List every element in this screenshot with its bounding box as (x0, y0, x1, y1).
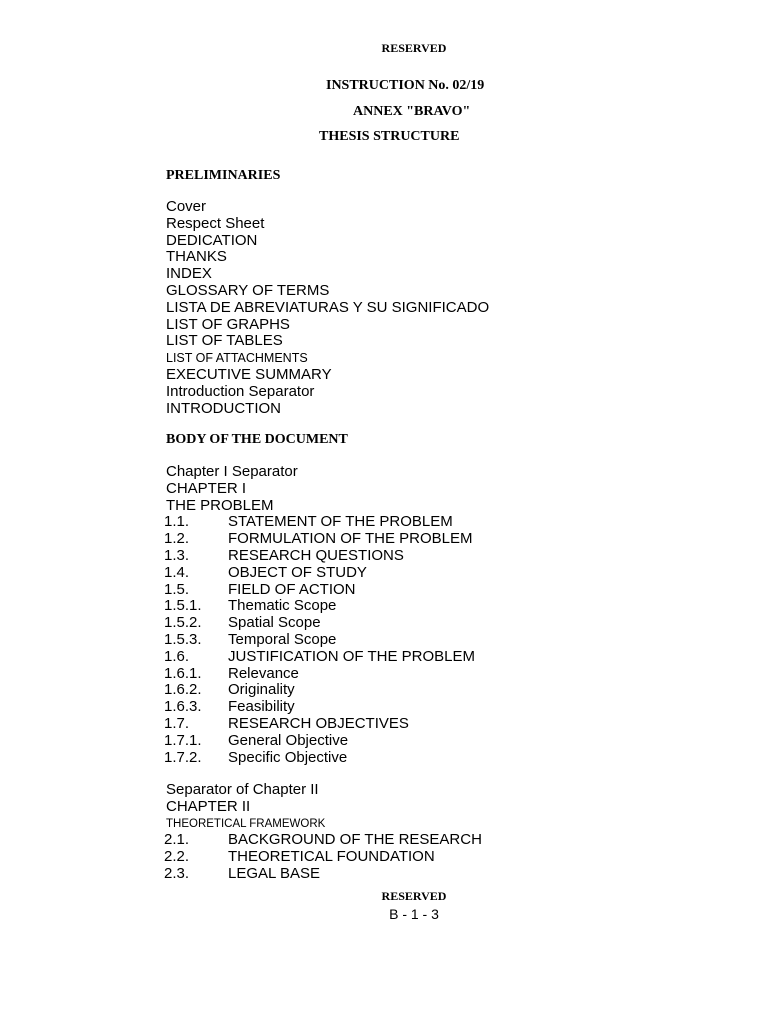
annex-title: ANNEX "BRAVO" (353, 104, 471, 119)
item-number: 1.5.3. (164, 630, 202, 648)
document-title: THESIS STRUCTURE (319, 129, 460, 144)
item-number: 2.3. (164, 864, 190, 882)
chapter-title: CHAPTER II (166, 797, 251, 815)
item-text: Originality (228, 681, 295, 699)
item-text: General Objective (228, 731, 349, 749)
list-item: Respect Sheet (166, 214, 265, 232)
item-number: 1.3. (164, 546, 190, 564)
header-classification: RESERVED (381, 41, 447, 55)
list-item (166, 699, 298, 716)
list-item (164, 714, 409, 733)
item-text: FIELD OF ACTION (228, 580, 356, 598)
preliminaries-heading: PRELIMINARIES (166, 168, 281, 183)
list-item: LIST OF GRAPHS (166, 315, 290, 333)
list-item (166, 666, 298, 683)
list-item: DEDICATION (166, 231, 258, 249)
list-item (166, 866, 325, 883)
chapter-2-list (164, 781, 482, 883)
chapter-separator: Separator of Chapter II (166, 781, 319, 798)
item-number: 1.2. (164, 530, 190, 548)
item-text: Feasibility (228, 698, 295, 716)
list-item: Cover (166, 198, 207, 215)
item-number: 2.2. (164, 848, 190, 866)
item-number: 1.6.1. (164, 664, 202, 682)
item-text: RESEARCH OBJECTIVES (228, 714, 409, 732)
list-item (164, 597, 337, 615)
list-item: THANKS (166, 248, 227, 266)
item-text: JUSTIFICATION OF THE PROBLEM (228, 647, 475, 665)
list-item (164, 614, 321, 632)
item-text: Relevance (228, 664, 299, 682)
chapter-name: THE PROBLEM (166, 496, 274, 514)
body-heading: BODY OF THE DOCUMENT (166, 432, 348, 447)
item-text: Spatial Scope (228, 614, 321, 632)
item-text: Specific Objective (228, 748, 348, 766)
item-text: RESEARCH QUESTIONS (228, 546, 404, 564)
chapter-separator: Chapter I Separator (166, 463, 298, 480)
list-item (164, 848, 435, 866)
list-item (164, 831, 482, 849)
item-number: 1.5.1. (164, 597, 202, 615)
item-text: LEGAL BASE (228, 864, 320, 882)
item-text: Thematic Scope (228, 597, 337, 615)
item-text: BACKGROUND OF THE RESEARCH (228, 831, 482, 849)
list-item (164, 513, 453, 531)
item-number: 1.5.2. (164, 614, 202, 632)
list-item: LIST OF TABLES (166, 332, 283, 350)
chapter-1-list (164, 463, 475, 766)
list-item (164, 546, 404, 565)
item-number: 1.6. (164, 647, 190, 665)
item-number: 1.4. (164, 563, 190, 581)
item-number: 1.7.1. (164, 731, 202, 749)
list-item: Introduction Separator (166, 382, 315, 400)
item-text: OBJECT OF STUDY (228, 563, 367, 581)
item-number: 2.1. (164, 831, 190, 849)
list-item (164, 630, 337, 649)
list-item: LISTA DE ABREVIATURAS Y SU SIGNIFICADO (166, 298, 490, 316)
chapter-title: CHAPTER I (166, 479, 247, 497)
item-number: 1.1. (164, 513, 190, 531)
list-item (164, 748, 348, 767)
page-number: B - 1 - 3 (389, 906, 439, 922)
instruction-number: INSTRUCTION No. 02/19 (326, 78, 485, 93)
preliminaries-list (166, 199, 489, 417)
item-text: FORMULATION OF THE PROBLEM (228, 530, 473, 548)
item-number: 1.7.2. (164, 748, 202, 766)
list-item (164, 580, 356, 599)
item-text: STATEMENT OF THE PROBLEM (228, 513, 453, 531)
footer-classification: RESERVED (381, 889, 447, 903)
list-item: GLOSSARY OF TERMS (166, 281, 330, 299)
list-item (164, 731, 349, 750)
item-number: 1.6.3. (164, 698, 202, 716)
list-item: INDEX (166, 265, 212, 283)
item-text: THEORETICAL FOUNDATION (228, 848, 435, 866)
item-number: 1.6.2. (164, 681, 202, 699)
list-item: INTRODUCTION (166, 399, 281, 417)
list-item: LIST OF ATTACHMENTS (166, 351, 308, 366)
item-number: 1.7. (164, 714, 190, 732)
list-item: EXECUTIVE SUMMARY (166, 365, 332, 383)
chapter-name: THEORETICAL FRAMEWORK (166, 817, 326, 830)
list-item (164, 563, 367, 582)
list-item (164, 530, 473, 548)
item-text: Temporal Scope (228, 630, 337, 648)
list-item (164, 647, 475, 666)
item-number: 1.5. (164, 580, 190, 598)
list-item (166, 682, 298, 699)
